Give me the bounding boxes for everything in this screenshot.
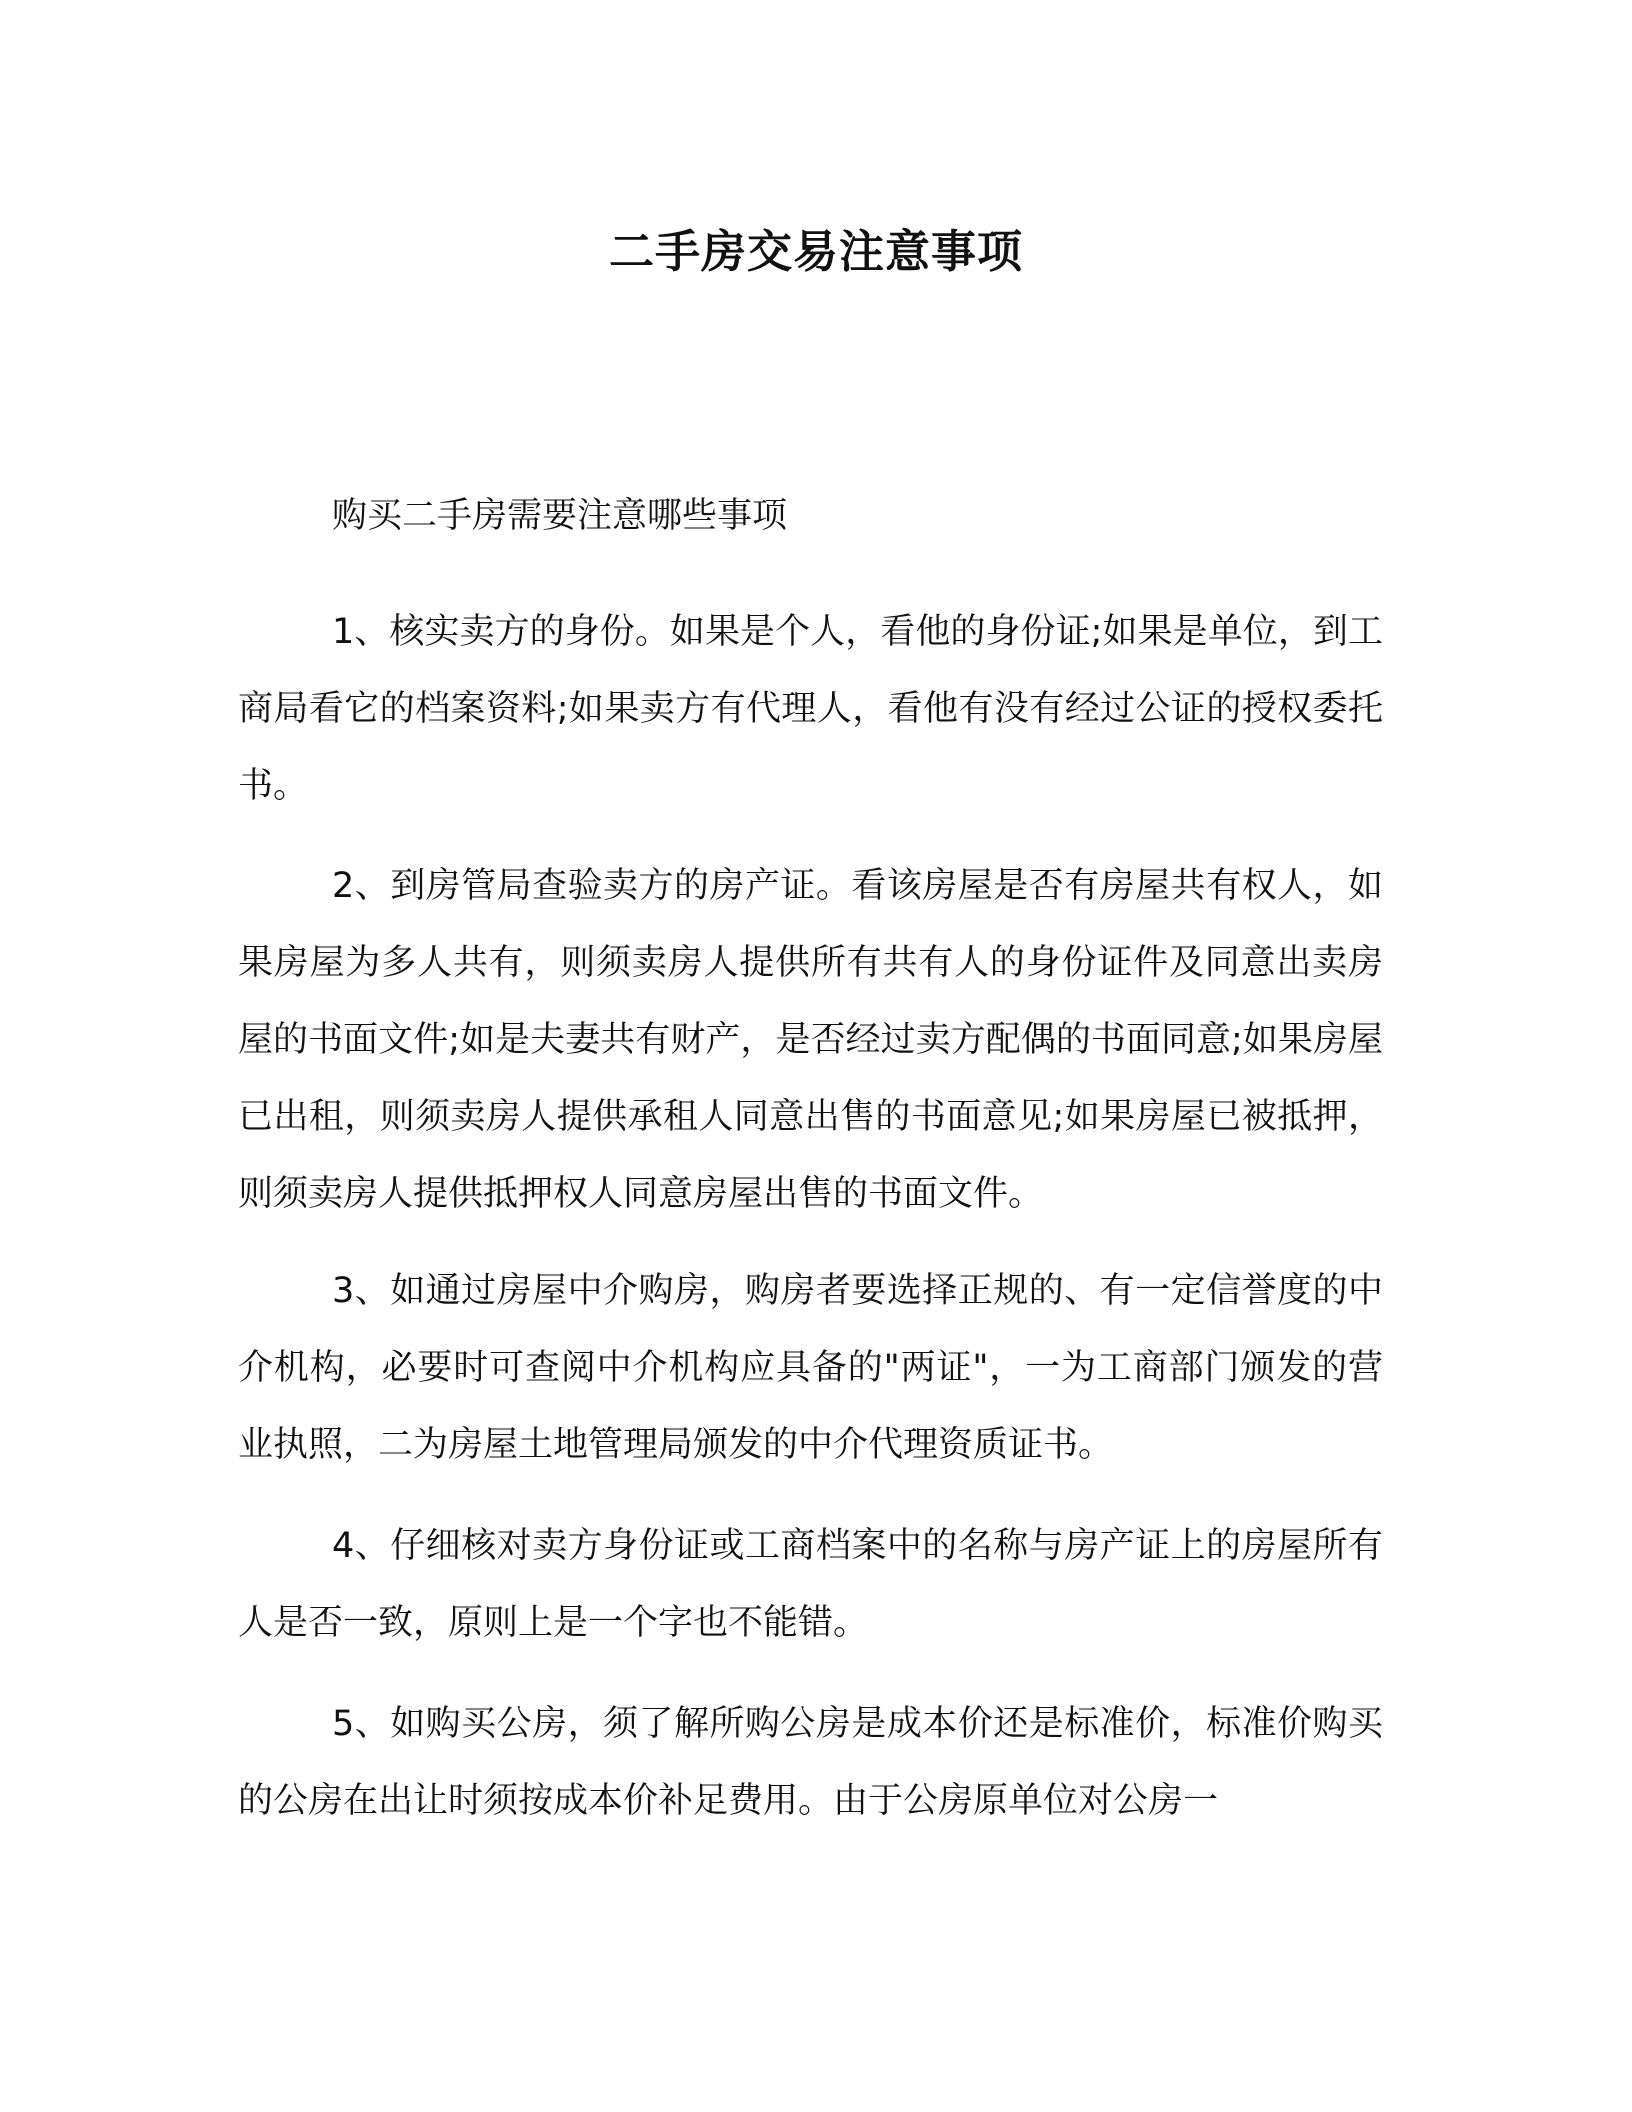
paragraph-3: 3、如通过房屋中介购房，购房者要选择正规的、有一定信誉度的中介机构，必要时可查阅中介机构应具备的"两证"，一为工商部门颁发的营业执照，二为房屋土地管理局颁发的中介代理资质证书。 (238, 1271, 1383, 1465)
paragraph-5: 5、如购买公房，须了解所购公房是成本价还是标准价，标准价购买的公房在出让时须按成本价补足费用。由于公房原单位对公房一 (238, 1704, 1383, 1821)
paragraph-2: 2、到房管局查验卖方的房产证。看该房屋是否有房屋共有权人，如果房屋为多人共有，则须卖房人提供所有共有人的身份证件及同意出卖房屋的书面文件;如是夫妻共有财产，是否经过卖方配偶的书面同意;如果房屋已出租，则须卖房人提供承租人同意出售的书面意见;如果房屋已被抵押，则须卖房人提供抵押权人同意房屋出售的书面文件。 (238, 866, 1383, 1214)
intro-heading: 购买二手房需要注意哪些事项 (332, 496, 788, 536)
document-title: 二手房交易注意事项 (608, 225, 1023, 278)
paragraph-1: 1、核实卖方的身份。如果是个人，看他的身份证;如果是单位，到工商局看它的档案资料;如果卖方有代理人，看他有没有经过公证的授权委托书。 (238, 612, 1383, 806)
paragraph-4: 4、仔细核对卖方身份证或工商档案中的名称与房产证上的房屋所有人是否一致，原则上是一个字也不能错。 (238, 1526, 1383, 1643)
